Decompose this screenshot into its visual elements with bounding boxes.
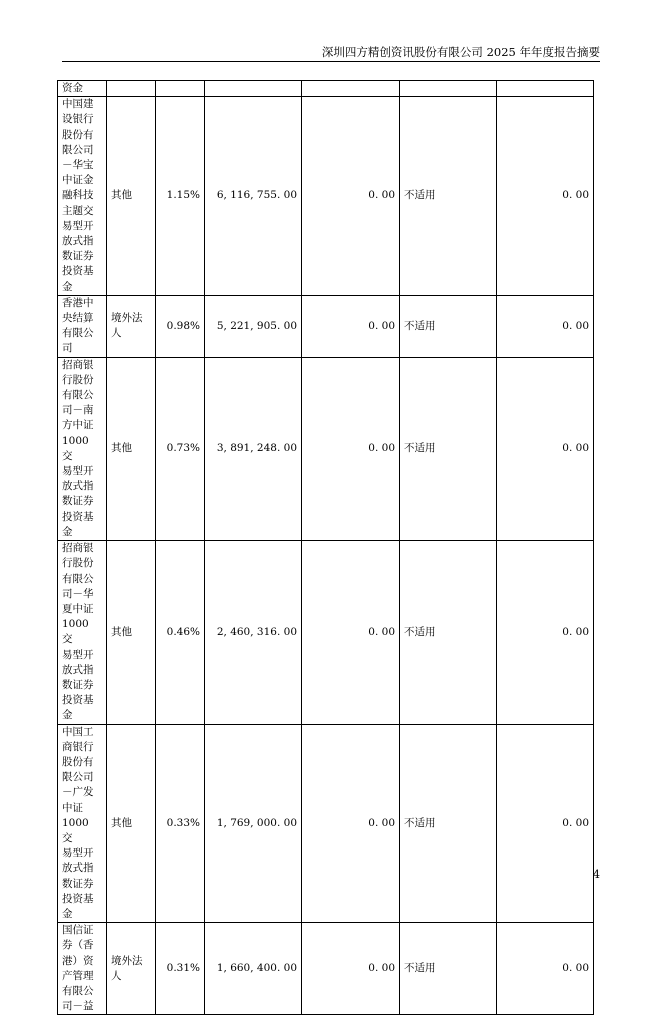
table-row bbox=[58, 295, 594, 357]
table-row-continued bbox=[58, 81, 594, 97]
holder-type-cell: 其他 bbox=[107, 541, 156, 724]
pledge-quantity-cell bbox=[497, 81, 594, 97]
table-row bbox=[58, 357, 594, 540]
holder-name-cell bbox=[58, 295, 107, 357]
holder-name-line: 限公司 bbox=[62, 143, 94, 156]
table-row bbox=[58, 724, 594, 923]
shares-held-cell: 2, 460, 316. 00 bbox=[205, 541, 302, 724]
holder-name-line: 设银行 bbox=[62, 113, 94, 126]
restricted-shares-cell: 0. 00 bbox=[302, 357, 400, 540]
pledge-status-cell bbox=[400, 81, 497, 97]
holder-name-line: 夏中证 bbox=[62, 602, 94, 615]
holder-name-line: 券（香 bbox=[62, 939, 94, 952]
holder-name-line: 投资基 bbox=[62, 694, 94, 707]
holder-name-cell bbox=[58, 724, 107, 923]
holder-name-line: 国信证 bbox=[62, 924, 94, 937]
page-number: 4 bbox=[593, 868, 600, 881]
pledge-quantity-cell: 0. 00 bbox=[497, 724, 594, 923]
holder-name-line: 招商银 bbox=[62, 358, 94, 371]
holder-name-line: 方中证 bbox=[62, 419, 94, 432]
holder-name-line: 港）资 bbox=[62, 954, 94, 967]
holder-name-line: 司－华 bbox=[62, 587, 94, 600]
holder-name-line: 投资基 bbox=[62, 510, 94, 523]
pledge-quantity-cell: 0. 00 bbox=[497, 923, 594, 1015]
holder-name-line: 易型开 bbox=[62, 465, 94, 478]
pledge-status-cell: 不适用 bbox=[400, 357, 497, 540]
holder-name-cell bbox=[58, 357, 107, 540]
pledge-status-cell: 不适用 bbox=[400, 295, 497, 357]
holder-name-line: 有限公 bbox=[62, 984, 94, 997]
holder-name-line: 金 bbox=[62, 280, 73, 293]
holder-type-cell: 境外法人 bbox=[107, 923, 156, 1015]
holder-name-line: 有限公 bbox=[62, 327, 94, 340]
holder-name-line: 行股份 bbox=[62, 557, 94, 570]
holder-type-cell: 其他 bbox=[107, 724, 156, 923]
holder-name-line: 数证券 bbox=[62, 250, 94, 263]
holder-name-line: 股份有 bbox=[62, 128, 94, 141]
shares-held-cell: 1, 769, 000. 00 bbox=[205, 724, 302, 923]
holder-name-line: 股份有 bbox=[62, 755, 94, 768]
holder-name-line: 放式指 bbox=[62, 480, 94, 493]
holder-name-line: 金 bbox=[62, 709, 73, 722]
holder-name-line: 1000 交 bbox=[62, 618, 89, 646]
holder-name-line: 数证券 bbox=[62, 495, 94, 508]
holder-name-line: 产管理 bbox=[62, 969, 94, 982]
holder-name-line: 金 bbox=[62, 525, 73, 538]
holder-name-line: 中国工 bbox=[62, 725, 94, 738]
pledge-status-cell: 不适用 bbox=[400, 541, 497, 724]
header-rule bbox=[62, 61, 600, 62]
holder-name-line: 行股份 bbox=[62, 373, 94, 386]
holder-name-cell bbox=[58, 541, 107, 724]
report-header: 深圳四方精创资讯股份有限公司 2025 年年度报告摘要 bbox=[321, 45, 600, 59]
shares-held-cell bbox=[205, 81, 302, 97]
holder-name-line: 央结算 bbox=[62, 312, 94, 325]
holder-name-line: 数证券 bbox=[62, 678, 94, 691]
restricted-shares-cell bbox=[302, 81, 400, 97]
holder-name-line: 限公司 bbox=[62, 771, 94, 784]
shares-held-cell: 1, 660, 400. 00 bbox=[205, 923, 302, 1015]
pledge-status-cell: 不适用 bbox=[400, 97, 497, 296]
holder-name-line: 中证 bbox=[62, 801, 83, 814]
holding-ratio-cell: 0.33% bbox=[156, 724, 205, 923]
holder-name-line: 中证金 bbox=[62, 174, 94, 187]
restricted-shares-cell: 0. 00 bbox=[302, 541, 400, 724]
holder-name-line: 主题交 bbox=[62, 204, 94, 217]
holder-name-line: 1000 交 bbox=[62, 434, 89, 462]
holder-name-line: 易型开 bbox=[62, 847, 94, 860]
holder-name-cell bbox=[58, 923, 107, 1015]
pledge-status-cell: 不适用 bbox=[400, 923, 497, 1015]
holding-ratio-cell: 0.31% bbox=[156, 923, 205, 1015]
holder-name-line: 投资基 bbox=[62, 265, 94, 278]
holder-name-line: 放式指 bbox=[62, 862, 94, 875]
pledge-quantity-cell: 0. 00 bbox=[497, 97, 594, 296]
holder-name-line: －华宝 bbox=[62, 159, 94, 172]
shares-held-cell: 3, 891, 248. 00 bbox=[205, 357, 302, 540]
restricted-shares-cell: 0. 00 bbox=[302, 724, 400, 923]
holder-name-line: 融科技 bbox=[62, 189, 94, 202]
pledge-quantity-cell: 0. 00 bbox=[497, 357, 594, 540]
holder-type-cell: 其他 bbox=[107, 97, 156, 296]
holder-name-line: 放式指 bbox=[62, 235, 94, 248]
holder-name-line: 司 bbox=[62, 342, 73, 355]
holder-name-line: 易型开 bbox=[62, 219, 94, 232]
holder-name-line: 金 bbox=[62, 907, 73, 920]
holder-name-cell bbox=[58, 97, 107, 296]
holder-name-line: 香港中 bbox=[62, 296, 94, 309]
holder-name-line: 1000 交 bbox=[62, 816, 89, 844]
holding-ratio-cell: 0.98% bbox=[156, 295, 205, 357]
holding-ratio-cell: 0.46% bbox=[156, 541, 205, 724]
restricted-shares-cell: 0. 00 bbox=[302, 295, 400, 357]
table-row bbox=[58, 923, 594, 1015]
holder-name-line: 有限公 bbox=[62, 572, 94, 585]
holder-name-line: 有限公 bbox=[62, 389, 94, 402]
table-row bbox=[58, 97, 594, 296]
restricted-shares-cell: 0. 00 bbox=[302, 923, 400, 1015]
holder-name-cell: 资金 bbox=[58, 81, 107, 97]
holder-name-line: 放式指 bbox=[62, 663, 94, 676]
holding-ratio-cell: 0.73% bbox=[156, 357, 205, 540]
shares-held-cell: 5, 221, 905. 00 bbox=[205, 295, 302, 357]
holder-name-line: 投资基 bbox=[62, 892, 94, 905]
pledge-status-cell: 不适用 bbox=[400, 724, 497, 923]
holder-name-line: 招商银 bbox=[62, 542, 94, 555]
holder-type-cell: 境外法人 bbox=[107, 295, 156, 357]
restricted-shares-cell: 0. 00 bbox=[302, 97, 400, 296]
pledge-quantity-cell: 0. 00 bbox=[497, 295, 594, 357]
holder-name-line: 中国建 bbox=[62, 98, 94, 111]
holder-name-line: 商银行 bbox=[62, 740, 94, 753]
holder-name-line: 司－益 bbox=[62, 1000, 94, 1013]
pledge-quantity-cell: 0. 00 bbox=[497, 541, 594, 724]
holder-type-cell bbox=[107, 81, 156, 97]
holder-name-line: 数证券 bbox=[62, 877, 94, 890]
holder-name-line: 易型开 bbox=[62, 648, 94, 661]
holder-type-cell: 其他 bbox=[107, 357, 156, 540]
holding-ratio-cell: 1.15% bbox=[156, 97, 205, 296]
holding-ratio-cell bbox=[156, 81, 205, 97]
holder-name-line: 司－南 bbox=[62, 404, 94, 417]
table-row bbox=[58, 541, 594, 724]
shares-held-cell: 6, 116, 755. 00 bbox=[205, 97, 302, 296]
holder-name-line: －广发 bbox=[62, 786, 94, 799]
